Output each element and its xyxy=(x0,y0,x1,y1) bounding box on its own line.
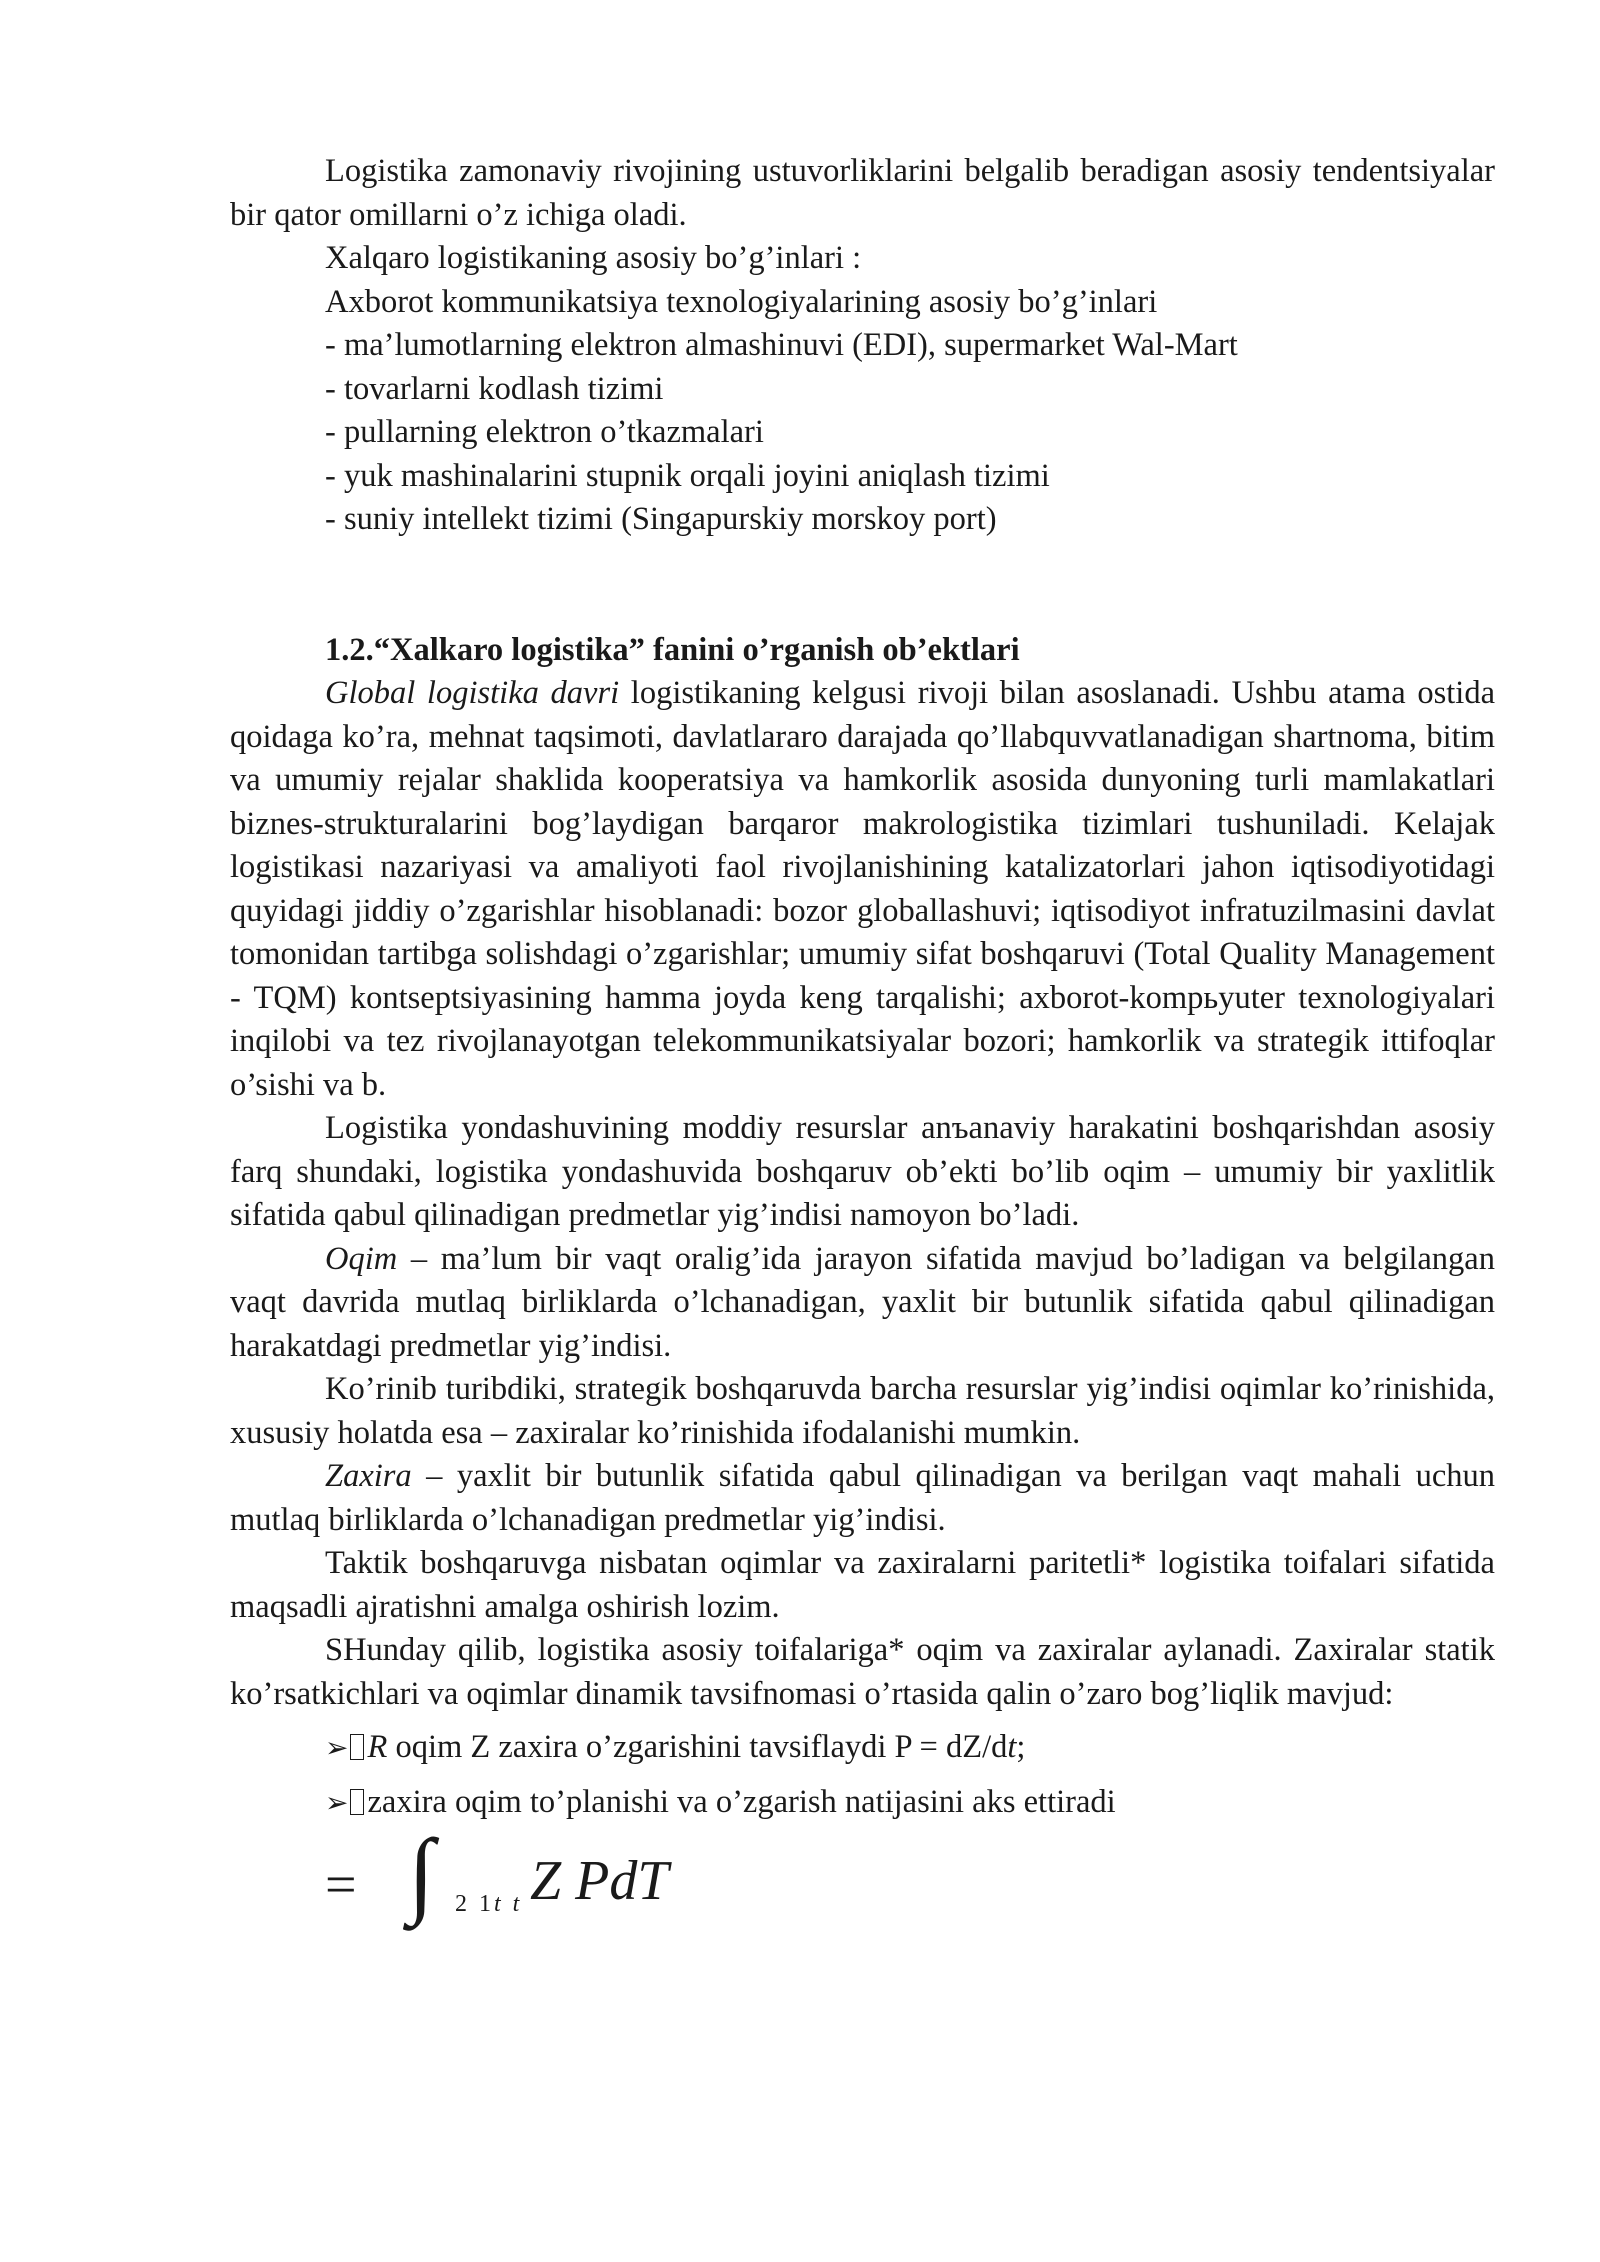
integral-formula xyxy=(230,1819,1495,1941)
var-t: t xyxy=(1007,1729,1017,1765)
list-item: - tovarlarni kodlash tizimi xyxy=(325,370,664,407)
var-r: R xyxy=(367,1729,388,1765)
missing-glyph-icon xyxy=(350,1789,364,1815)
paragraph-categories: SHunday qilib, logistika asosiy toifalariga* oqim va zaxiralar aylanadi. Zaxiralar statik ko’rsatkichlari va oqimlar dinamik tavsifnomasi o’rtasida qalin o’zaro bog’liqlik mavjud: xyxy=(230,1632,1495,1712)
paragraph-stock-definition xyxy=(230,1455,1495,1542)
intro-line-1: Xalqaro logistikaning asosiy bo’g’inlari : xyxy=(325,240,862,276)
integral-limits xyxy=(455,1891,522,1918)
list-item: - ma’lumotlarning elektron almashinuvi (EDI), supermarket Wal-Mart xyxy=(325,327,1238,363)
section-heading: 1.2.“Xalkaro logistika” fanini o’rganish ob’ektlari xyxy=(325,631,1020,668)
equals-sign: = xyxy=(325,1854,357,1916)
term-stock: Zaxira xyxy=(325,1458,412,1494)
missing-glyph-icon xyxy=(350,1734,364,1760)
paragraph-approach: Logistika yondashuvining moddiy resurslar anъanaviy harakatini boshqarishdan asosiy farq shundaki, logistika yondashuvida boshqaruv ob’ekti bo’lib oqim – umumiy bir yaxlitlik sifatida qabul qilinadigan predmetlar yig’indisi namoyon bo’ladi. xyxy=(230,1110,1495,1233)
intro-line-2: Axborot kommunikatsiya texnologiyalarining asosiy bo’g’inlari xyxy=(325,283,1158,320)
term-global-logistics: Global logistika davri xyxy=(325,675,620,711)
arrow-bullet-icon: ➢ xyxy=(325,1787,349,1819)
list-item: - yuk mashinalarini stupnik orqali joyini aniqlash tizimi xyxy=(325,457,1050,494)
list-item: - suniy intellekt tizimi (Singapurskiy morskoy port) xyxy=(325,501,997,537)
bullet-item-flow xyxy=(230,1726,1495,1771)
paragraph-text: – ma’lum bir vaqt oralig’ida jarayon sifatida mavjud bo’ladigan va belgilangan vaqt davrida mutlaq birliklarda o’lchanadigan, yaxlit bir butunlik sifatida qabul qilinadigan harakatdagi predmetlar yig’indisi. xyxy=(230,1240,1495,1364)
bullet-text: oqim Z zaxira o’zgarishini tavsiflaydi P = dZ/d xyxy=(387,1729,1008,1765)
list-item: - pullarning elektron o’tkazmalari xyxy=(325,414,764,450)
arrow-bullet-icon: ➢ xyxy=(325,1733,349,1764)
paragraph-text: – yaxlit bir butunlik sifatida qabul qilinadigan va berilgan vaqt mahali uchun mutlaq birliklarda o’lchanadigan predmetlar yig’indisi. xyxy=(230,1458,1495,1538)
paragraph-flow-definition xyxy=(230,1238,1495,1369)
limits-vars: t t xyxy=(494,1891,523,1917)
bullet-end: ; xyxy=(1016,1729,1026,1765)
limits-numbers: 2 1 xyxy=(455,1891,494,1917)
paragraph-text: logistikaning kelgusi rivoji bilan asoslanadi. Ushbu atama ostida qoidaga ko’ra, mehnat taqsimoti, davlatlararo darajada qo’llabquvvatlanadigan shartnoma, bitim va umumiy rejalar shaklida kooperatsiya va hamkorlik asosida dunyoning turli mamlakatlari biznes-strukturalarini bog’laydigan barqaror makrologistika tizimlari tushuniladi. Kelajak logistikasi nazariyasi va amaliyoti faol rivojlanishining katalizatorlari jahon iqtisodiyotidagi quyidagi jiddiy o’zgarishlar hisoblanadi: bozor globallashuvi; iqtisodiyot infratuzilmasini davlat tomonidan tartibga solishdagi o’zgarishlar; umumiy sifat boshqaruvi (Total Quality Management - TQM) kontseptsiyasining hamma joyda keng tarqalishi; axborot-kompьyuter texnologiyalari inqilobi va tez rivojlanayotgan telekommunikatsiyalar bozori; hamkorlik va strategik ittifoqlar o’sishi va b. xyxy=(230,675,1495,1103)
intro-paragraph: Logistika zamonaviy rivojining ustuvorliklarini belgalib beradigan asosiy tendentsiyalar bir qator omillarni o’z ichiga oladi. xyxy=(230,153,1495,233)
term-flow: Oqim xyxy=(325,1240,398,1277)
bullet-text: zaxira oqim to’planishi va o’zgarish natijasini aks ettiradi xyxy=(367,1783,1116,1820)
paragraph-tactical: Taktik boshqaruvga nisbatan oqimlar va zaxiralarni paritetli* logistika toifalari sifatida maqsadli ajratishni amalga oshirish lozim. xyxy=(230,1545,1495,1625)
formula-body: Z PdT xyxy=(530,1850,669,1912)
integral-icon: ∫ xyxy=(408,1819,435,1926)
paragraph-global-logistics xyxy=(230,672,1495,1107)
paragraph-strategic: Ko’rinib turibdiki, strategik boshqaruvda barcha resurslar yig’indisi oqimlar ko’rinishida, xususiy holatda esa – zaxiralar ko’rinishida ifodalanishi mumkin. xyxy=(230,1371,1495,1451)
